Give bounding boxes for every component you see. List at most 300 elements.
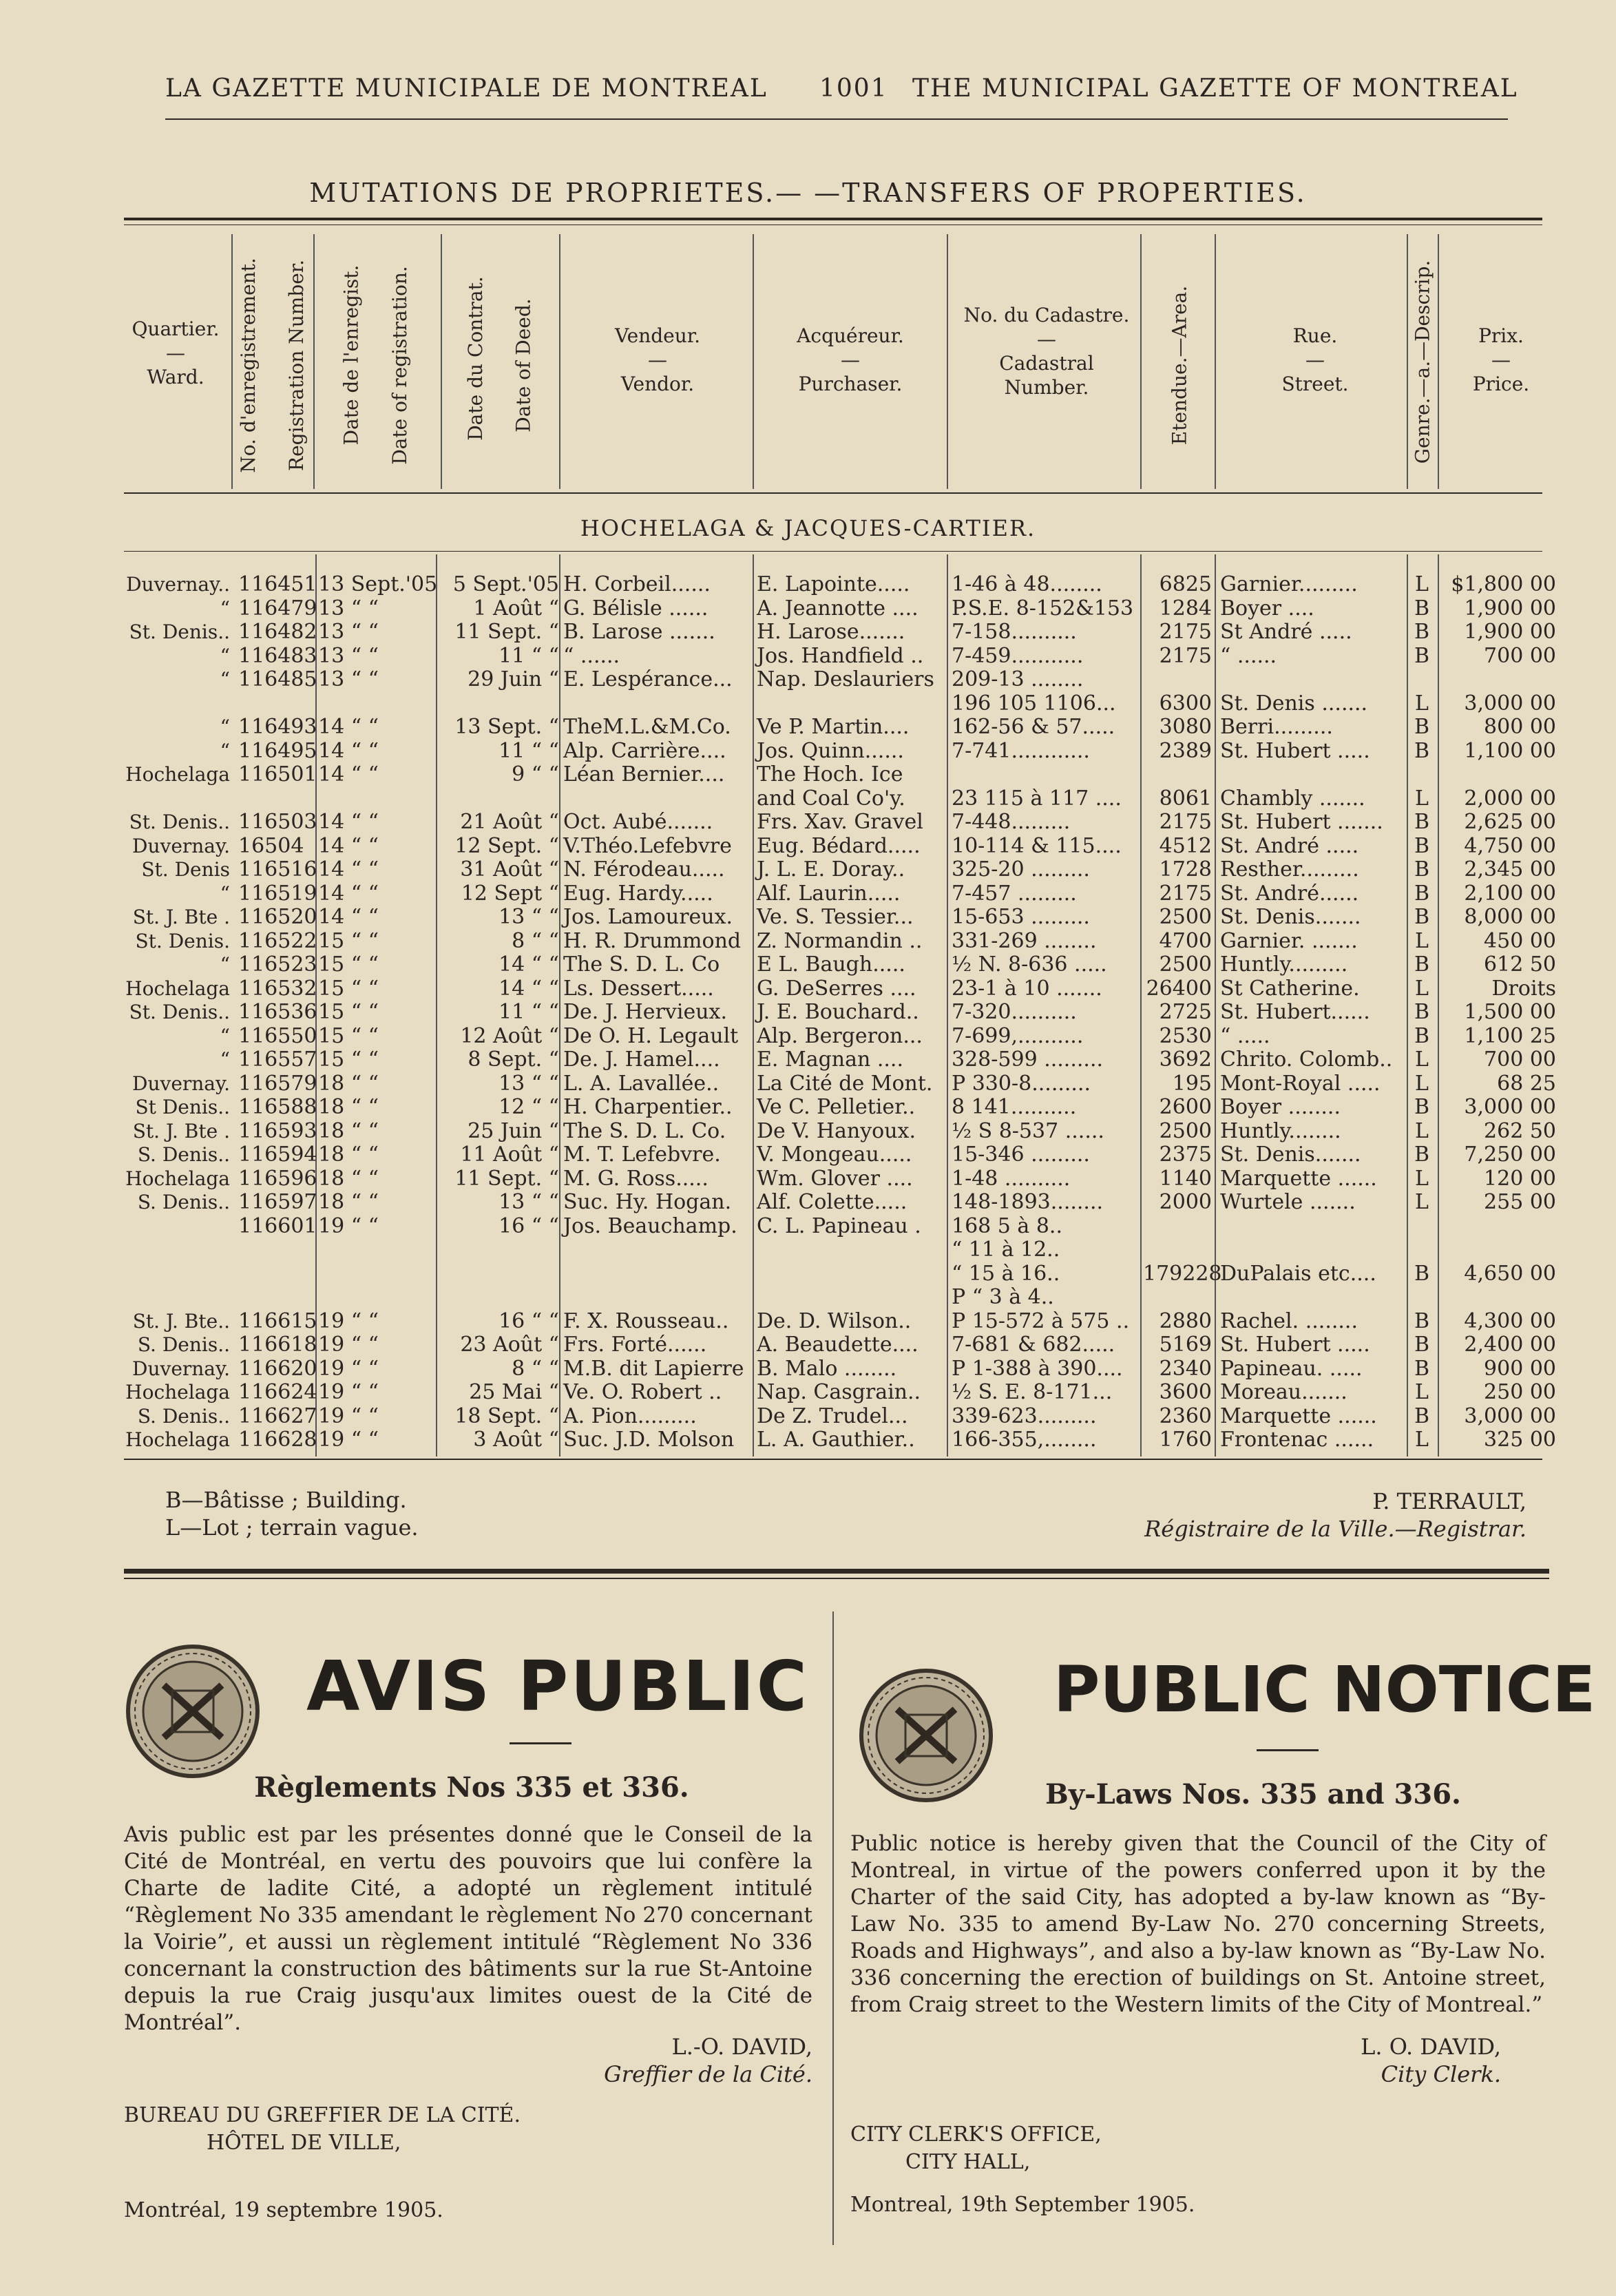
row-street: Frontenac ......: [1220, 1428, 1374, 1452]
row-reg-no: 116503: [238, 810, 317, 834]
row-cadastre: 15-346 .........: [952, 1142, 1090, 1167]
heading-dash: [510, 1742, 571, 1744]
row-genre: L: [1415, 691, 1429, 716]
row-purchaser: G. DeSerres ....: [757, 976, 916, 1001]
col-street-dash: —: [1305, 348, 1325, 371]
row-purchaser: De Z. Trudel...: [757, 1403, 908, 1428]
row-vendor: Suc. Hy. Hogan.: [563, 1190, 732, 1214]
row-date-reg: 14 “ “: [318, 905, 379, 929]
row-price: 68 25: [1497, 1071, 1556, 1096]
row-street: “ ......: [1220, 643, 1277, 668]
row-reg-no: 116627: [238, 1403, 317, 1428]
col-vendor-fr: Vendeur.: [615, 324, 700, 347]
registrar-title: Régistraire de la Ville.—Registrar.: [1144, 1516, 1526, 1542]
row-area: 26400: [1146, 976, 1212, 1001]
row-date-deed: 16 “ “: [499, 1213, 559, 1238]
row-area: 195: [1172, 1071, 1212, 1096]
row-reg-no: 116501: [238, 762, 317, 786]
col-purchaser-en: Purchaser.: [798, 373, 903, 395]
row-cadastre: 15-653 .........: [952, 905, 1090, 929]
row-cadastre: 7-681 & 682.....: [952, 1333, 1115, 1357]
row-cadastre: 10-114 & 115....: [952, 833, 1122, 858]
row-price: Droits: [1491, 976, 1556, 1001]
section-heading: HOCHELAGA & JACQUES-CARTIER.: [580, 515, 1036, 541]
row-street: DuPalais etc....: [1220, 1261, 1376, 1286]
row-vendor: Jos. Lamoureux.: [563, 905, 733, 929]
row-cadastre: P 15-572 à 575 ..: [952, 1308, 1130, 1333]
row-vendor: Alp. Carrière....: [563, 738, 726, 763]
row-date-reg: 13 “ “: [318, 667, 379, 691]
table-row: [0, 1405, 1616, 1428]
row-genre: B: [1414, 620, 1430, 644]
row-cadastre: ½ N. 8-636 .....: [952, 952, 1107, 977]
row-purchaser: Z. Normandin ..: [757, 928, 923, 953]
row-street: Boyer ....: [1220, 596, 1314, 620]
notice-body: Public notice is hereby given that the Council of the City of Montreal, in virtue of the powers conferred upon it by the Charter of the said City, has adopted a by-law known as “By-Law No. 335 to amend By-Law No. 270 concerning Streets, Roads and Highways”, and also a by-law known as “By-Law No. 336 concerning the erection of buildings on St. Antoine street, from Craig street to the Western limits of the City of Montreal.”: [850, 1831, 1546, 2017]
row-date-deed: 8 “ “: [512, 928, 559, 953]
row-ward: “: [220, 1048, 230, 1071]
row-street: St. André .....: [1220, 833, 1359, 858]
row-street: Mont-Royal .....: [1220, 1071, 1381, 1096]
table-row: [0, 787, 1616, 811]
row-area: 2725: [1159, 1000, 1212, 1024]
row-area: 6825: [1159, 572, 1212, 596]
row-price: 800 00: [1484, 715, 1556, 739]
row-date-deed: 18 Sept. “: [454, 1403, 559, 1428]
avis-public-heading: AVIS PUBLIC: [306, 1646, 810, 1726]
col-divider: [441, 234, 442, 489]
row-cadastre: 7-448.........: [952, 810, 1071, 834]
row-vendor: H. Corbeil......: [563, 572, 711, 596]
row-reg-no: 116523: [238, 952, 317, 977]
row-purchaser: E. Magnan ....: [757, 1047, 903, 1072]
row-street: Rachel. ........: [1220, 1308, 1358, 1333]
row-date-reg: 14 “ “: [318, 810, 379, 834]
table-row: [0, 1001, 1616, 1024]
row-purchaser: Ve. S. Tessier...: [757, 905, 914, 929]
row-date-reg: 19 “ “: [318, 1356, 379, 1381]
avis-body: Avis public est par les présentes donné que le Conseil de la Cité de Montréal, en vertu des pouvoirs que lui confère la Charte de ladite Cité, a adopté un règlement intitulé “Règlement No 335 amendant le règlement No 270 concernant la Voirie”, et aussi un règlement intitulé “Règlement No 336 concernant la construction des bâtiments sur la rue St-Antoine depuis la rue Craig jusqu'aux limites ouest de la Cité de Montréal”.: [124, 1822, 812, 2035]
row-ward: “: [220, 716, 230, 738]
row-area: 2175: [1159, 643, 1212, 668]
row-genre: B: [1414, 1023, 1430, 1048]
row-date-reg: 18 “ “: [318, 1118, 379, 1143]
notice-top-rule: [124, 1569, 1549, 1574]
col-divider: [947, 234, 948, 489]
row-cadastre: 325-20 .........: [952, 857, 1090, 881]
row-reg-no: 116628: [238, 1428, 317, 1452]
row-price: 262 50: [1484, 1118, 1556, 1143]
row-ward: “: [220, 739, 230, 762]
row-area: 2880: [1159, 1308, 1212, 1333]
row-vendor: L. A. Lavallée..: [563, 1071, 720, 1096]
table-row: [0, 858, 1616, 881]
row-street: St. Hubert .....: [1220, 738, 1370, 763]
row-street: St. Hubert .....: [1220, 1333, 1370, 1357]
row-area: 2600: [1159, 1095, 1212, 1119]
row-vendor: Léan Bernier....: [563, 762, 725, 786]
row-area: 8061: [1159, 786, 1212, 811]
row-genre: B: [1414, 1095, 1430, 1119]
page-number: 1001: [819, 74, 888, 103]
row-vendor: H. R. Drummond: [563, 928, 742, 953]
row-cadastre: 7-457 .........: [952, 881, 1077, 906]
row-street: St. André......: [1220, 881, 1359, 906]
col-ward-fr: Quartier.: [132, 317, 220, 340]
row-genre: L: [1415, 976, 1429, 1001]
row-cadastre: 196 105 1106...: [952, 691, 1116, 716]
notice-top-rule-thin: [124, 1578, 1549, 1579]
col-divider: [1140, 234, 1142, 489]
row-vendor: F. X. Rousseau..: [563, 1308, 729, 1333]
row-purchaser: Jos. Handfield ..: [757, 643, 924, 668]
row-street: Chambly .......: [1220, 786, 1365, 811]
row-ward: St. Denis..: [129, 811, 230, 833]
row-price: 1,100 00: [1464, 738, 1556, 763]
running-header: [165, 74, 1518, 109]
row-purchaser: V. Mongeau.....: [757, 1142, 912, 1167]
col-street-en: Street.: [1281, 373, 1349, 395]
row-area: 2500: [1159, 905, 1212, 929]
heading-dash: [1257, 1749, 1319, 1751]
row-purchaser: De. D. Wilson..: [757, 1308, 912, 1333]
row-area: 179228: [1143, 1261, 1222, 1286]
row-vendor: Jos. Beauchamp.: [563, 1213, 737, 1238]
row-cadastre: 7-320..........: [952, 1000, 1077, 1024]
header-bottom-rule: [124, 492, 1542, 494]
row-date-deed: 25 Juin “: [468, 1118, 559, 1143]
row-ward: Duvernay.: [132, 834, 230, 857]
row-purchaser: Ve P. Martin....: [757, 715, 910, 739]
row-ward: Hochelaga: [125, 977, 230, 1000]
col-price: [1446, 324, 1556, 396]
en-signer-title: City Clerk.: [1381, 2061, 1501, 2087]
row-price: 1,900 00: [1464, 596, 1556, 620]
col-purchaser-dash: —: [841, 348, 860, 371]
row-genre: B: [1414, 881, 1430, 906]
row-reg-no: 116485: [238, 667, 317, 691]
row-cadastre: ½ S 8-537 ......: [952, 1118, 1104, 1143]
row-vendor: M. G. Ross.....: [563, 1166, 709, 1191]
row-price: 8,000 00: [1464, 905, 1556, 929]
row-ward: St. Denis..: [129, 620, 230, 643]
row-date-deed: 14 “ “: [499, 976, 559, 1001]
row-genre: B: [1414, 643, 1430, 668]
row-cadastre: 7-699,..........: [952, 1023, 1084, 1048]
row-cadastre: 23 115 à 117 ....: [952, 786, 1122, 811]
row-area: 3080: [1159, 715, 1212, 739]
row-date-deed: 8 Sept. “: [468, 1047, 559, 1072]
col-divider: [559, 234, 560, 489]
col-street-fr: Rue.: [1292, 324, 1338, 347]
en-office-line1: CITY CLERK'S OFFICE,: [850, 2122, 1102, 2147]
row-cadastre: 8 141..........: [952, 1095, 1077, 1119]
row-genre: B: [1414, 738, 1430, 763]
row-date-deed: 12 Sept. “: [454, 833, 559, 858]
row-area: 2175: [1159, 620, 1212, 644]
table-row: [0, 1381, 1616, 1404]
row-street: Berri.........: [1220, 715, 1333, 739]
row-cadastre: 7-459...........: [952, 643, 1084, 668]
row-ward: S. Denis..: [137, 1191, 230, 1213]
row-date-reg: 13 “ “: [318, 620, 379, 644]
col-divider: [313, 234, 315, 489]
row-purchaser: Nap. Casgrain..: [757, 1380, 921, 1404]
row-purchaser: A. Jeannotte ....: [757, 596, 919, 620]
row-vendor: G. Bélisle ......: [563, 596, 709, 620]
row-cadastre: 7-741............: [952, 738, 1090, 763]
row-date-reg: 13 Sept.'05: [318, 572, 438, 596]
col-reg-fr: No. d'enregistrement.: [236, 257, 260, 473]
row-date-deed: 11 Sept. “: [454, 620, 559, 644]
row-date-reg: 19 “ “: [318, 1428, 379, 1452]
table-row: [0, 1333, 1616, 1357]
row-date-deed: 9 “ “: [512, 762, 559, 786]
table-bottom-rule: [124, 1459, 1542, 1460]
col-cadastre-dash: —: [1037, 328, 1056, 351]
row-price: 4,650 00: [1464, 1261, 1556, 1286]
row-date-deed: 12 Sept “: [461, 881, 559, 906]
row-purchaser: Jos. Quinn......: [757, 738, 904, 763]
row-reg-no: 116482: [238, 620, 317, 644]
row-vendor: “ ......: [563, 643, 620, 668]
row-date-reg: 14 “ “: [318, 715, 379, 739]
col-price-en: Price.: [1472, 373, 1530, 395]
row-reg-no: 116597: [238, 1190, 317, 1214]
row-ward: St. J. Bte .: [132, 906, 230, 928]
row-reg-no: 116550: [238, 1023, 317, 1048]
city-seal-icon: [857, 1667, 995, 1804]
row-cadastre: 328-599 .........: [952, 1047, 1104, 1072]
row-vendor: Ve. O. Robert ..: [563, 1380, 722, 1404]
row-ward: St. Denis..: [129, 1001, 230, 1023]
row-purchaser: The Hoch. Ice: [757, 762, 903, 786]
row-genre: B: [1414, 810, 1430, 834]
row-street: Moreau.......: [1220, 1380, 1347, 1404]
row-date-reg: 13 “ “: [318, 643, 379, 668]
row-reg-no: 116483: [238, 643, 317, 668]
table-row: [0, 740, 1616, 763]
row-genre: B: [1414, 1356, 1430, 1381]
row-vendor: The S. D. L. Co.: [563, 1118, 726, 1143]
row-area: 2360: [1159, 1403, 1212, 1428]
row-vendor: Frs. Forté......: [563, 1333, 707, 1357]
col-dreg-en: Date of registration.: [388, 265, 411, 465]
row-reg-no: 116520: [238, 905, 317, 929]
row-street: Wurtele .......: [1220, 1190, 1356, 1214]
row-price: 2,400 00: [1464, 1333, 1556, 1357]
table-row: [0, 1072, 1616, 1096]
row-street: Marquette ......: [1220, 1403, 1377, 1428]
table-row: [0, 716, 1616, 739]
registrar-signature: [1144, 1488, 1526, 1543]
row-price: 700 00: [1484, 1047, 1556, 1072]
fr-office-line2: HÔTEL DE VILLE,: [207, 2131, 401, 2155]
col-divider: [1407, 234, 1408, 489]
row-vendor: TheM.L.&M.Co.: [563, 715, 731, 739]
row-reg-no: 116451: [238, 572, 317, 596]
row-reg-no: 116594: [238, 1142, 317, 1167]
row-vendor: The S. D. L. Co: [563, 952, 720, 977]
col-vendor-dash: —: [648, 348, 667, 371]
row-cadastre: P 330-8.........: [952, 1071, 1091, 1096]
col-divider: [1215, 234, 1216, 489]
table-row: [0, 811, 1616, 834]
row-purchaser: L. A. Gauthier..: [757, 1428, 915, 1452]
table-row: [0, 620, 1616, 644]
en-date: Montreal, 19th September 1905.: [850, 2193, 1195, 2217]
row-genre: L: [1415, 572, 1429, 596]
row-ward: Hochelaga: [125, 763, 230, 786]
notice-divider: [832, 1611, 834, 2245]
row-purchaser: Ve C. Pelletier..: [757, 1095, 916, 1119]
row-ward: S. Denis..: [137, 1404, 230, 1428]
table-row: [0, 1262, 1616, 1286]
row-area: 1760: [1159, 1428, 1212, 1452]
row-street: St. Hubert......: [1220, 1000, 1370, 1024]
row-purchaser: Nap. Deslauriers: [757, 667, 934, 691]
row-reg-no: 116601: [238, 1213, 317, 1238]
row-ward: “: [220, 1024, 230, 1047]
table-row: [0, 906, 1616, 929]
row-genre: B: [1414, 1308, 1430, 1333]
row-street: Resther.........: [1220, 857, 1359, 881]
row-genre: B: [1414, 715, 1430, 739]
row-area: 2500: [1159, 952, 1212, 977]
row-cadastre: 166-355,........: [952, 1428, 1097, 1452]
row-cadastre: 148-1893........: [952, 1190, 1104, 1214]
table-row: [0, 1025, 1616, 1048]
row-ward: St. J. Bte..: [132, 1309, 230, 1333]
row-street: Marquette ......: [1220, 1166, 1377, 1191]
row-area: 4700: [1159, 928, 1212, 953]
row-purchaser: C. L. Papineau .: [757, 1213, 921, 1238]
row-genre: B: [1414, 596, 1430, 620]
row-area: 1284: [1159, 596, 1212, 620]
col-reg-en: Registration Number.: [284, 259, 308, 471]
row-date-reg: 19 “ “: [318, 1380, 379, 1404]
table-row: [0, 1310, 1616, 1333]
row-date-reg: 19 “ “: [318, 1213, 379, 1238]
row-price: 120 00: [1484, 1166, 1556, 1191]
row-reg-no: 116493: [238, 715, 317, 739]
row-date-deed: 13 Sept. “: [454, 715, 559, 739]
row-date-deed: 13 “ “: [499, 1071, 559, 1096]
row-street: Chrito. Colomb..: [1220, 1047, 1393, 1072]
row-purchaser: Eug. Bédard.....: [757, 833, 921, 858]
legend: [165, 1486, 419, 1541]
fr-signer-title: Greffier de la Cité.: [604, 2061, 812, 2087]
row-area: 2340: [1159, 1356, 1212, 1381]
row-area: 2500: [1159, 1118, 1212, 1143]
row-date-reg: 14 “ “: [318, 762, 379, 786]
row-date-deed: 11 Sept. “: [454, 1166, 559, 1191]
legend-building: B—Bâtisse ; Building.: [165, 1487, 407, 1513]
row-ward: Duvernay.: [132, 1357, 230, 1380]
row-date-reg: 14 “ “: [318, 881, 379, 906]
row-area: 5169: [1159, 1333, 1212, 1357]
table-row: [0, 1357, 1616, 1381]
row-price: 4,300 00: [1464, 1308, 1556, 1333]
row-date-reg: 19 “ “: [318, 1403, 379, 1428]
row-ward: “: [220, 596, 230, 620]
row-date-deed: 13 “ “: [499, 1190, 559, 1214]
row-purchaser: H. Larose.......: [757, 620, 905, 644]
row-ward: Duvernay.: [132, 1072, 230, 1095]
table-row: [0, 597, 1616, 620]
row-genre: B: [1414, 1403, 1430, 1428]
table-row: [0, 573, 1616, 596]
row-date-deed: 13 “ “: [499, 905, 559, 929]
fr-signer: [551, 2033, 812, 2088]
row-genre: L: [1415, 1428, 1429, 1452]
row-genre: B: [1414, 952, 1430, 977]
section-rule: [124, 551, 1542, 552]
col-vendor-en: Vendor.: [620, 373, 695, 395]
title-rule: [124, 218, 1542, 220]
row-price: 2,100 00: [1464, 881, 1556, 906]
row-cadastre: 331-269 ........: [952, 928, 1097, 953]
table-title: MUTATIONS DE PROPRIETES.— —TRANSFERS OF PROPERTIES.: [309, 178, 1307, 208]
row-price: 1,500 00: [1464, 1000, 1556, 1024]
row-street: Huntly.........: [1220, 952, 1348, 977]
row-area: 6300: [1159, 691, 1212, 716]
row-date-deed: 31 Août “: [460, 857, 559, 881]
row-cadastre: P.S.E. 8-152&153: [952, 596, 1134, 620]
col-cadastre: [957, 303, 1136, 399]
row-genre: B: [1414, 1333, 1430, 1357]
col-cadastre-fr: No. du Cadastre.: [963, 304, 1130, 326]
table-row: [0, 1167, 1616, 1191]
row-purchaser: J. E. Bouchard..: [757, 1000, 919, 1024]
row-street: Papineau. .....: [1220, 1356, 1363, 1381]
row-ward: Duvernay..: [126, 573, 230, 596]
row-street: “ .....: [1220, 1023, 1270, 1048]
row-area: 2000: [1159, 1190, 1212, 1214]
table-row: [0, 1143, 1616, 1167]
row-date-reg: 14 “ “: [318, 738, 379, 763]
row-ward: St. Denis: [141, 858, 230, 881]
row-date-reg: 15 “ “: [318, 1000, 379, 1024]
row-cadastre: 162-56 & 57.....: [952, 715, 1115, 739]
row-reg-no: 116516: [238, 857, 317, 881]
row-cadastre: 1-48 ..........: [952, 1166, 1071, 1191]
row-date-deed: 14 “ “: [499, 952, 559, 977]
row-reg-no: 116495: [238, 738, 317, 763]
row-reg-no: 116615: [238, 1308, 317, 1333]
row-date-deed: 11 Août “: [460, 1142, 559, 1167]
col-price-fr: Prix.: [1478, 324, 1524, 347]
row-street: Garnier.........: [1220, 572, 1358, 596]
row-date-deed: 11 “ “: [499, 1000, 559, 1024]
row-cadastre: “ 15 à 16..: [952, 1261, 1060, 1286]
row-price: 450 00: [1484, 928, 1556, 953]
table-row: [0, 1048, 1616, 1072]
row-purchaser: Frs. Xav. Gravel: [757, 810, 923, 834]
row-vendor: M. T. Lefebvre.: [563, 1142, 721, 1167]
row-date-reg: 18 “ “: [318, 1142, 379, 1167]
row-purchaser: and Coal Co'y.: [757, 786, 905, 811]
row-genre: L: [1415, 1047, 1429, 1072]
row-date-deed: 8 “ “: [512, 1356, 559, 1381]
row-date-deed: 25 Mai “: [469, 1380, 559, 1404]
row-area: 3600: [1159, 1380, 1212, 1404]
row-vendor: Ls. Dessert.....: [563, 976, 714, 1001]
row-ward: “: [220, 881, 230, 905]
row-date-deed: 12 “ “: [499, 1095, 559, 1119]
row-area: 2389: [1159, 738, 1212, 763]
row-vendor: De. J. Hamel....: [563, 1047, 720, 1072]
